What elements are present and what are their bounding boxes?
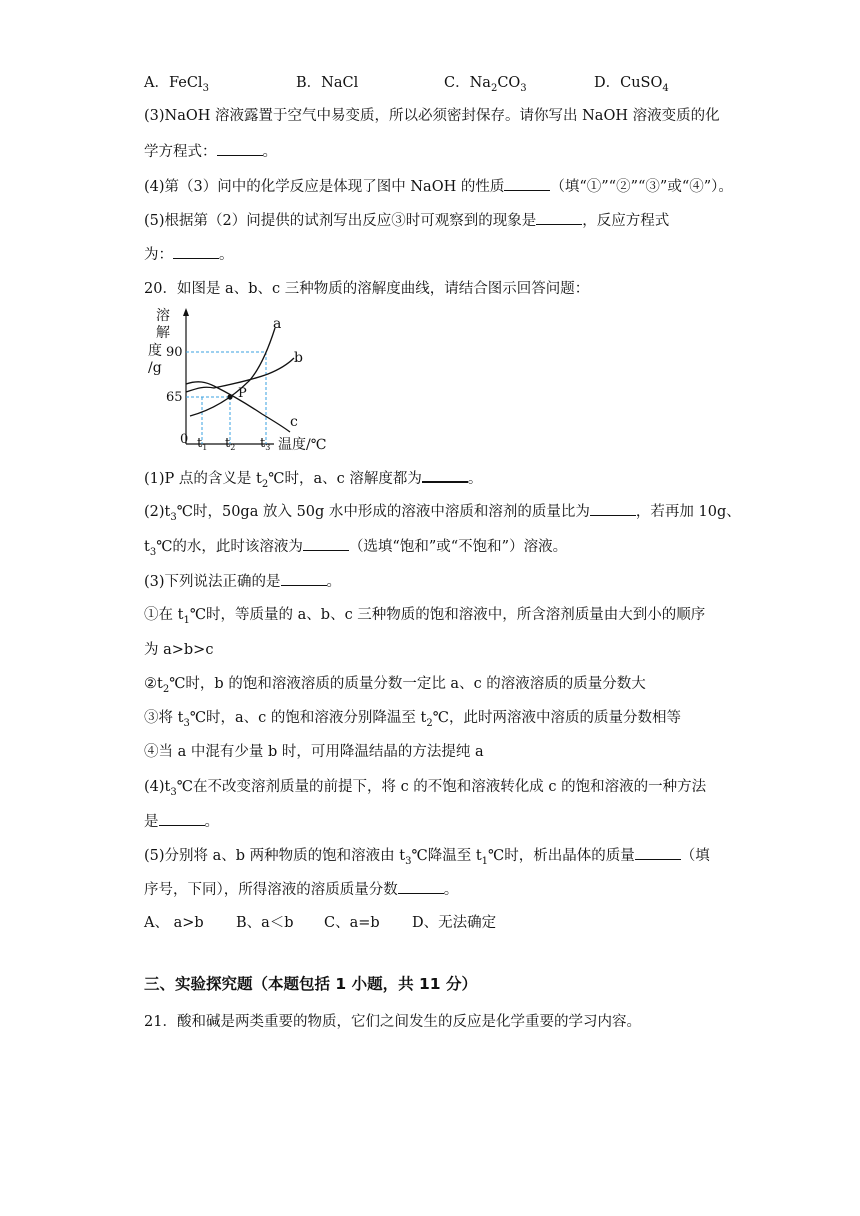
q20-3-item2: $②t_2℃$时，b 的饱和溶液溶质的质量分数一定比 a、c 的溶液溶质的质量分数大 [144,676,646,695]
q20-5-option-c: C、a=b [324,915,380,931]
q20-3-item4: ④当 a 中混有少量 b 时，可用降温结晶的方法提纯 a [144,744,484,760]
q20-3-item1: ①在 $t_1℃$时，等质量的 a、b、c 三种物质的饱和溶液中，所含溶剂质量由大到小的顺序 [144,607,706,626]
xtick-t2: $t_2$ [225,436,236,452]
ylabel-4: /g [148,360,162,376]
series-label-c: c [290,414,298,430]
q19-5-line2: 为： 。 [144,244,234,265]
answer-blank[interactable] [173,244,219,259]
ytick-90: 90 [166,345,183,360]
answer-blank[interactable] [536,210,582,225]
q20-4-line1: $(4)t_3℃$在不改变溶剂质量的前提下，将 c 的不饱和溶液转化成 c 的饱和溶液的一种方法 [144,779,707,798]
series-label-b: b [294,350,303,366]
series-label-a: a [273,316,282,332]
answer-blank[interactable] [281,571,327,586]
answer-blank[interactable] [590,501,636,516]
q19-3-line1: (3)NaOH 溶液露置于空气中易变质，所以必须密封保存。请你写出 NaOH 溶液变质的化 [144,108,720,124]
q20-4-line2: 是 。 [144,811,219,832]
answer-blank[interactable] [159,811,205,826]
q20-5-line1: (5)分别将 a、b 两种物质的饱和溶液由 $t_3℃$降温至 $t_1℃$时，析出晶体的质量 （填 [144,845,710,872]
q19-3-line2: 学方程式： 。 [144,141,277,162]
answer-blank[interactable] [398,879,444,894]
option-b: B．NaCl [296,75,359,91]
q20-1: (1)P 点的含义是 $t_2℃$时，a、c 溶解度都为 。 [144,467,482,495]
answer-blank[interactable] [217,141,263,156]
xlabel: 温度/℃ [278,437,327,453]
xtick-t3: $t_3$ [260,436,271,452]
solubility-chart [142,306,342,456]
q21-intro: 21．酸和碱是两类重要的物质，它们之间发生的反应是化学重要的学习内容。 [144,1014,641,1030]
q20-5-line2: 序号，下同），所得溶液的溶质质量分数 。 [144,879,458,900]
origin-label: 0 [180,432,189,447]
q19-4: (4)第（3）问中的化学反应是体现了图中 NaOH 的性质 （填“①”“②”“③”或“④”）。 [144,176,733,197]
answer-blank[interactable] [303,536,349,551]
q20-3-item1-cont: 为 a>b>c [144,642,214,658]
q20-5-option-b: B、a＜b [236,915,294,931]
q19-5-line1: (5)根据第（2）问提供的试剂写出反应③时可观察到的现象是 ，反应方程式 [144,210,669,231]
point-p [227,394,232,399]
ylabel-2: 解 [156,325,170,341]
q20-2-line2: $t_3℃$的水，此时该溶液为 （选填“饱和”或“不饱和”）溶液。 [144,536,567,563]
ylabel-3: 度 [148,343,162,359]
answer-blank[interactable] [635,845,681,860]
y-axis-arrow [183,308,189,316]
answer-blank[interactable] [422,467,468,483]
option-d: D．CuSO$_4$ [594,75,669,94]
label-p: P [238,386,247,401]
answer-blank[interactable] [504,176,550,191]
curve-a [190,328,275,416]
option-c: C．$Na_2CO_3$ [444,75,527,94]
ylabel-1: 溶 [156,308,170,324]
q20-3: (3)下列说法正确的是 。 [144,571,341,592]
xtick-t1: $t_1$ [197,436,208,452]
option-a: A．FeCl$_3$ [144,75,209,94]
q20-5-option-d: D、无法确定 [412,915,497,931]
q20-5-option-a: A、 a>b [144,915,204,931]
q20-3-item3: ③将 $t_3℃$时，a、c 的饱和溶液分别降温至 $t_2℃$，此时两溶液中溶质的质量分数相等 [144,710,681,729]
q20-2-line1: $(2)t_3℃$时，50ga 放入 50g 水中形成的溶液中溶质和溶剂的质量比为 ，若再加 10g、 [144,501,741,528]
ytick-65: 65 [166,390,183,405]
q20-intro: 20．如图是 a、b、c 三种物质的溶解度曲线，请结合图示回答问题： [144,281,590,297]
section-heading: 三、实验探究题（本题包括 1 小题，共 11 分） [144,975,477,993]
